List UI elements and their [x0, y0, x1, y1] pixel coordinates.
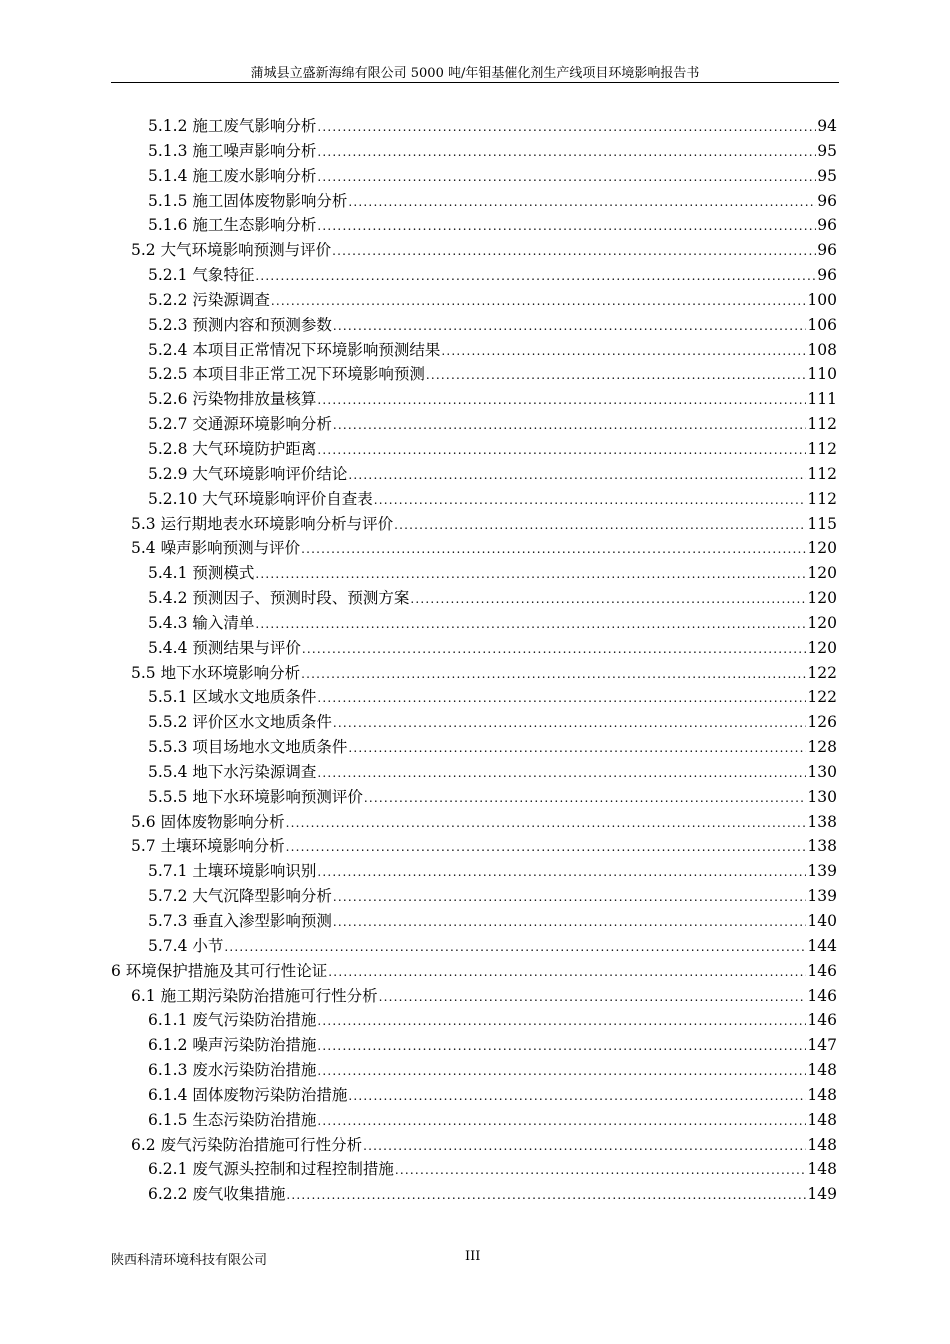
toc-dot-leader [317, 766, 806, 780]
toc-entry[interactable] [111, 834, 837, 859]
toc-entry-page: 130 [807, 787, 837, 806]
toc-dot-leader [333, 716, 807, 730]
toc-entry[interactable] [111, 810, 837, 835]
toc-entry-page: 96 [817, 191, 837, 210]
toc-entry-title: 6.1.1 废气污染防治措施 [148, 1011, 317, 1030]
toc-entry-title: 6.2.2 废气收集措施 [148, 1185, 286, 1204]
toc-dot-leader [395, 1163, 807, 1177]
toc-entry-page: 148 [807, 1135, 837, 1154]
toc-dot-leader [348, 195, 816, 209]
toc-entry-title: 5.3 运行期地表水环境影响分析与评价 [131, 514, 394, 533]
toc-entry-title: 5.4.2 预测因子、预测时段、预测方案 [148, 589, 410, 608]
toc-entry-title: 6.2 废气污染防治措施可行性分析 [131, 1135, 363, 1154]
toc-entry-page: 146 [807, 1011, 837, 1030]
toc-entry-page: 130 [807, 762, 837, 781]
toc-entry-page: 95 [817, 166, 837, 185]
toc-entry[interactable] [111, 1157, 837, 1182]
toc-dot-leader [317, 1039, 806, 1053]
toc-entry[interactable] [111, 859, 837, 884]
toc-entry-page: 148 [807, 1061, 837, 1080]
toc-dot-leader [317, 170, 816, 184]
toc-entry-page: 149 [807, 1185, 837, 1204]
toc-entry-title: 5.7.1 土壤环境影响识别 [148, 862, 317, 881]
toc-entry-page: 128 [807, 738, 837, 757]
toc-entry-title: 6.1.4 固体废物污染防治措施 [148, 1085, 348, 1104]
toc-entry[interactable] [111, 412, 837, 437]
table-of-contents [111, 114, 837, 1207]
toc-dot-leader [410, 592, 806, 606]
toc-entry-page: 112 [807, 415, 837, 434]
toc-entry[interactable] [111, 437, 837, 462]
toc-entry[interactable] [111, 1182, 837, 1207]
toc-entry[interactable] [111, 362, 837, 387]
toc-dot-leader [348, 741, 806, 755]
toc-entry-page: 148 [807, 1160, 837, 1179]
toc-dot-leader [441, 344, 806, 358]
toc-entry-title: 5.1.2 施工废气影响分析 [148, 117, 317, 135]
toc-dot-leader [317, 1064, 806, 1078]
toc-entry-title: 6.1.2 噪声污染防治措施 [148, 1036, 317, 1055]
toc-dot-leader [255, 567, 806, 581]
toc-entry-title: 6 环境保护措施及其可行性论证 [111, 961, 328, 980]
toc-entry-page: 120 [807, 564, 837, 583]
toc-entry-page: 112 [807, 439, 837, 458]
toc-dot-leader [286, 840, 807, 854]
toc-entry-page: 108 [807, 340, 837, 359]
toc-entry[interactable] [111, 735, 837, 760]
toc-dot-leader [302, 642, 807, 656]
toc-entry-title: 5.2.5 本项目非正常工况下环境影响预测 [148, 365, 425, 384]
toc-dot-leader [379, 990, 807, 1004]
toc-entry[interactable] [111, 561, 837, 586]
toc-dot-leader [374, 493, 807, 507]
toc-entry-page: 100 [807, 290, 837, 309]
toc-entry-title: 5.4.1 预测模式 [148, 564, 255, 583]
toc-entry[interactable] [111, 1133, 837, 1158]
toc-entry[interactable] [111, 1008, 837, 1033]
toc-entry-page: 139 [807, 862, 837, 881]
toc-entry[interactable] [111, 710, 837, 735]
toc-entry[interactable] [111, 288, 837, 313]
toc-entry-title: 5.7.2 大气沉降型影响分析 [148, 887, 332, 906]
page-header-title: 蒲城县立盛新海绵有限公司 5000 吨/年钼基催化剂生产线项目环境影响报告书 [250, 66, 700, 81]
toc-dot-leader [286, 816, 807, 830]
toc-dot-leader [301, 667, 806, 681]
toc-entry[interactable] [111, 611, 837, 636]
toc-entry[interactable] [111, 934, 837, 959]
toc-dot-leader [317, 120, 816, 134]
toc-entry-page: 148 [807, 1110, 837, 1129]
toc-entry[interactable] [111, 536, 837, 561]
toc-entry[interactable] [111, 487, 837, 512]
toc-entry-title: 5.5 地下水环境影响分析 [131, 663, 301, 682]
toc-entry[interactable] [111, 189, 837, 214]
toc-entry[interactable] [111, 213, 837, 238]
toc-entry-title: 5.2.7 交通源环境影响分析 [148, 415, 332, 434]
toc-entry-title: 5.7 土壤环境影响分析 [131, 837, 285, 856]
toc-entry-title: 5.2 大气环境影响预测与评价 [131, 241, 332, 260]
toc-dot-leader [364, 791, 807, 805]
toc-entry[interactable] [111, 387, 837, 412]
toc-entry-title: 5.2.6 污染物排放量核算 [148, 390, 317, 409]
toc-entry-page: 106 [807, 315, 837, 334]
toc-entry[interactable] [111, 338, 837, 363]
toc-entry[interactable] [111, 512, 837, 537]
toc-dot-leader [333, 418, 807, 432]
toc-entry-page: 96 [817, 266, 837, 285]
toc-entry-title: 5.2.10 大气环境影响评价自查表 [148, 489, 373, 508]
toc-entry[interactable] [111, 984, 837, 1009]
toc-entry-page: 139 [807, 887, 837, 906]
toc-entry[interactable] [111, 462, 837, 487]
toc-entry-page: 115 [807, 514, 837, 533]
toc-dot-leader [333, 319, 807, 333]
toc-entry[interactable] [111, 959, 837, 984]
toc-entry[interactable] [111, 636, 837, 661]
toc-entry-page: 112 [807, 464, 837, 483]
toc-entry[interactable] [111, 586, 837, 611]
toc-entry[interactable] [111, 1058, 837, 1083]
toc-entry-title: 5.5.2 评价区水文地质条件 [148, 713, 332, 732]
toc-dot-leader [394, 518, 806, 532]
toc-entry-title: 5.7.4 小节 [148, 936, 224, 955]
toc-dot-leader [317, 865, 806, 879]
toc-entry-page: 144 [807, 936, 837, 955]
toc-entry-title: 5.5.3 项目场地水文地质条件 [148, 738, 348, 757]
toc-dot-leader [317, 1114, 806, 1128]
toc-dot-leader [255, 617, 806, 631]
toc-entry[interactable] [111, 139, 837, 164]
toc-entry-title: 5.2.8 大气环境防护距离 [148, 439, 317, 458]
toc-entry[interactable] [111, 114, 837, 139]
toc-entry[interactable] [111, 1033, 837, 1058]
toc-entry-page: 122 [807, 688, 837, 707]
toc-dot-leader [317, 443, 806, 457]
toc-entry-page: 120 [807, 539, 837, 558]
toc-entry[interactable] [111, 661, 837, 686]
toc-dot-leader [348, 468, 806, 482]
toc-dot-leader [426, 368, 807, 382]
toc-entry-title: 5.4.4 预测结果与评价 [148, 638, 301, 657]
toc-entry-page: 96 [817, 216, 837, 235]
toc-entry-title: 5.2.3 预测内容和预测参数 [148, 315, 332, 334]
toc-entry-page: 126 [807, 713, 837, 732]
toc-dot-leader [348, 1089, 806, 1103]
toc-entry-title: 5.1.5 施工固体废物影响分析 [148, 191, 348, 210]
toc-entry-title: 5.6 固体废物影响分析 [131, 812, 285, 831]
toc-dot-leader [332, 244, 816, 258]
toc-entry-title: 5.7.3 垂直入渗型影响预测 [148, 912, 332, 930]
toc-entry[interactable] [111, 238, 837, 263]
toc-entry-page: 110 [807, 365, 837, 384]
toc-dot-leader [286, 1188, 806, 1202]
toc-entry[interactable] [111, 785, 837, 810]
toc-entry-title: 6.1 施工期污染防治措施可行性分析 [131, 986, 378, 1005]
toc-entry[interactable] [111, 685, 837, 710]
toc-dot-leader [363, 1139, 806, 1153]
toc-entry-title: 5.2.2 污染源调查 [148, 290, 270, 309]
toc-entry-title: 5.1.3 施工噪声影响分析 [148, 141, 317, 160]
toc-dot-leader [328, 965, 806, 979]
toc-entry-page: 146 [807, 961, 837, 980]
toc-entry-page: 146 [807, 986, 837, 1005]
toc-entry[interactable] [111, 263, 837, 288]
toc-entry-page: 122 [807, 663, 837, 682]
toc-entry-title: 5.5.1 区域水文地质条件 [148, 688, 317, 707]
footer-company: 陕西科清环境科技有限公司 [111, 1253, 268, 1268]
toc-entry-title: 6.2.1 废气源头控制和过程控制措施 [148, 1160, 394, 1179]
header-divider [111, 82, 839, 83]
toc-entry-page: 120 [807, 589, 837, 608]
toc-entry-page: 96 [817, 241, 837, 260]
toc-entry-title: 5.5.4 地下水污染源调查 [148, 762, 317, 781]
toc-entry-page: 111 [807, 390, 837, 409]
toc-dot-leader [333, 915, 807, 929]
toc-entry-page: 140 [807, 912, 837, 930]
toc-dot-leader [317, 691, 806, 705]
toc-entry-page: 94 [817, 117, 837, 135]
toc-entry[interactable] [111, 164, 837, 189]
toc-dot-leader [317, 1014, 806, 1028]
toc-entry-title: 6.1.5 生态污染防治措施 [148, 1110, 317, 1129]
toc-entry-title: 5.1.6 施工生态影响分析 [148, 216, 317, 235]
toc-entry-title: 5.1.4 施工废水影响分析 [148, 166, 317, 185]
toc-entry-page: 112 [807, 489, 837, 508]
toc-dot-leader [333, 890, 807, 904]
toc-dot-leader [301, 542, 806, 556]
toc-entry-page: 138 [807, 837, 837, 856]
toc-entry-title: 5.5.5 地下水环境影响预测评价 [148, 787, 363, 806]
toc-entry-title: 5.2.9 大气环境影响评价结论 [148, 464, 348, 483]
toc-entry[interactable] [111, 884, 837, 909]
toc-entry[interactable] [111, 909, 837, 934]
toc-dot-leader [317, 393, 806, 407]
toc-entry-title: 5.2.4 本项目正常情况下环境影响预测结果 [148, 340, 441, 359]
toc-entry-page: 147 [807, 1036, 837, 1055]
toc-entry-title: 5.2.1 气象特征 [148, 266, 255, 285]
toc-entry-page: 138 [807, 812, 837, 831]
toc-entry-page: 120 [807, 638, 837, 657]
footer-page-number: III [465, 1249, 481, 1264]
toc-entry[interactable] [111, 1108, 837, 1133]
toc-entry[interactable] [111, 760, 837, 785]
toc-dot-leader [224, 940, 806, 954]
toc-dot-leader [255, 269, 816, 283]
toc-entry[interactable] [111, 313, 837, 338]
toc-dot-leader [317, 145, 816, 159]
toc-entry-title: 5.4 噪声影响预测与评价 [131, 539, 301, 558]
toc-entry-title: 5.4.3 输入清单 [148, 613, 255, 632]
toc-dot-leader [271, 294, 807, 308]
toc-entry-page: 120 [807, 613, 837, 632]
toc-entry-page: 148 [807, 1085, 837, 1104]
toc-entry-title: 6.1.3 废水污染防治措施 [148, 1061, 317, 1080]
toc-entry-page: 95 [817, 141, 837, 160]
toc-dot-leader [317, 219, 816, 233]
toc-entry[interactable] [111, 1083, 837, 1108]
